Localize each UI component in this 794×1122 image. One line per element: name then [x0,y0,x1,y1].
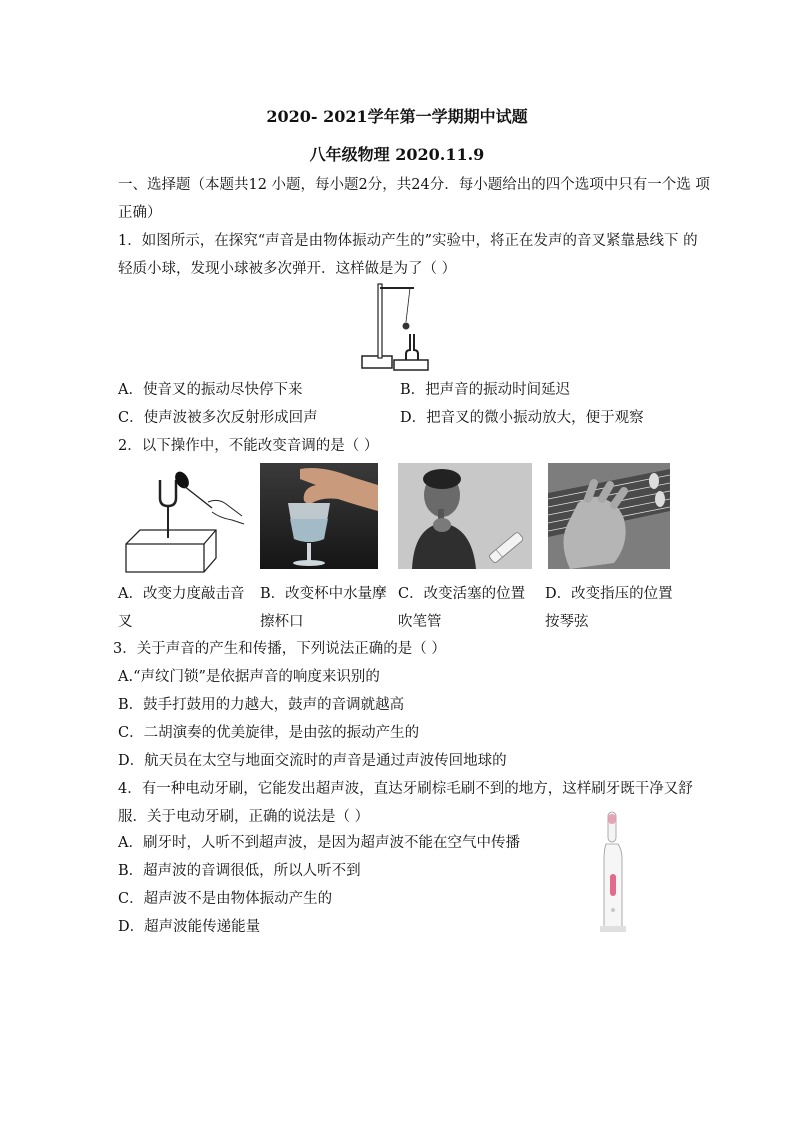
guitar-fingering-photo [548,463,670,569]
q2-option-a: A．改变力度敲击音叉 [118,586,245,630]
q4-option-a: A．刷牙时，人听不到超声波，是因为超声波不能在空气中传播 [118,835,520,851]
q1-stem-line2: 轻质小球，发现小球被多次弹开．这样做是为了（ ） [118,261,457,277]
q1-option-b: B．把声音的振动时间延迟 [400,382,571,398]
q4-stem-line2: 服．关于电动牙刷，正确的说法是（ ） [118,809,370,825]
boy-blowing-pen-tube-photo [398,463,532,569]
q1-option-c: C．使声波被多次反射形成回声 [118,410,318,426]
section-heading-line1: 一、选择题（本题共12 小题，每小题2分，共24分．每小题给出的四个选项中只有一个选 项 [118,177,710,193]
q4-stem-line1: 4．有一种电动牙刷，它能发出超声波，直达牙刷棕毛刷不到的地方，这样刷牙既干净又舒 [118,781,693,797]
q1-stem-line1: 1．如图所示，在探究“声音是由物体振动产生的”实验中，将正在发声的音叉紧靠悬线下 的 [118,233,698,249]
tuning-fork-striking-figure [120,468,250,576]
q3-stem: 3．关于声音的产生和传播，下列说法正确的是（ ） [113,641,446,657]
q3-option-b: B．鼓手打鼓用的力越大，鼓声的音调就越高 [118,697,405,713]
electric-toothbrush-figure [596,810,630,932]
q4-option-b: B．超声波的音调很低，所以人听不到 [118,863,361,879]
finger-rubbing-glass-photo [260,463,378,569]
q2-option-b: B．改变杯中水量摩擦杯口 [260,586,387,630]
q1-option-a: A．使音叉的振动尽快停下来 [118,382,303,398]
q1-option-d: D．把音叉的微小振动放大，便于观察 [400,410,644,426]
q4-option-c: C．超声波不是由物体振动产生的 [118,891,333,907]
q3-option-a: A.“声纹门锁”是依据声音的响度来识别的 [118,669,380,685]
q3-option-d: D．航天员在太空与地面交流时的声音是通过声波传回地球的 [118,753,507,769]
q2-stem: 2．以下操作中，不能改变音调的是（ ） [118,438,379,454]
tuning-fork-stand-figure [358,280,434,376]
q2-option-d: D．改变指压的位置按琴弦 [545,586,673,630]
q2-option-c: C．改变活塞的位置吹笔管 [398,586,526,630]
q4-option-d: D．超声波能传递能量 [118,919,261,935]
exam-title: 2020- 2021学年第一学期期中试题 [266,107,528,126]
exam-subtitle: 八年级物理 2020.11.9 [309,145,485,164]
q3-option-c: C．二胡演奏的优美旋律，是由弦的振动产生的 [118,725,420,741]
section-heading-line2: 正确） [118,205,162,221]
